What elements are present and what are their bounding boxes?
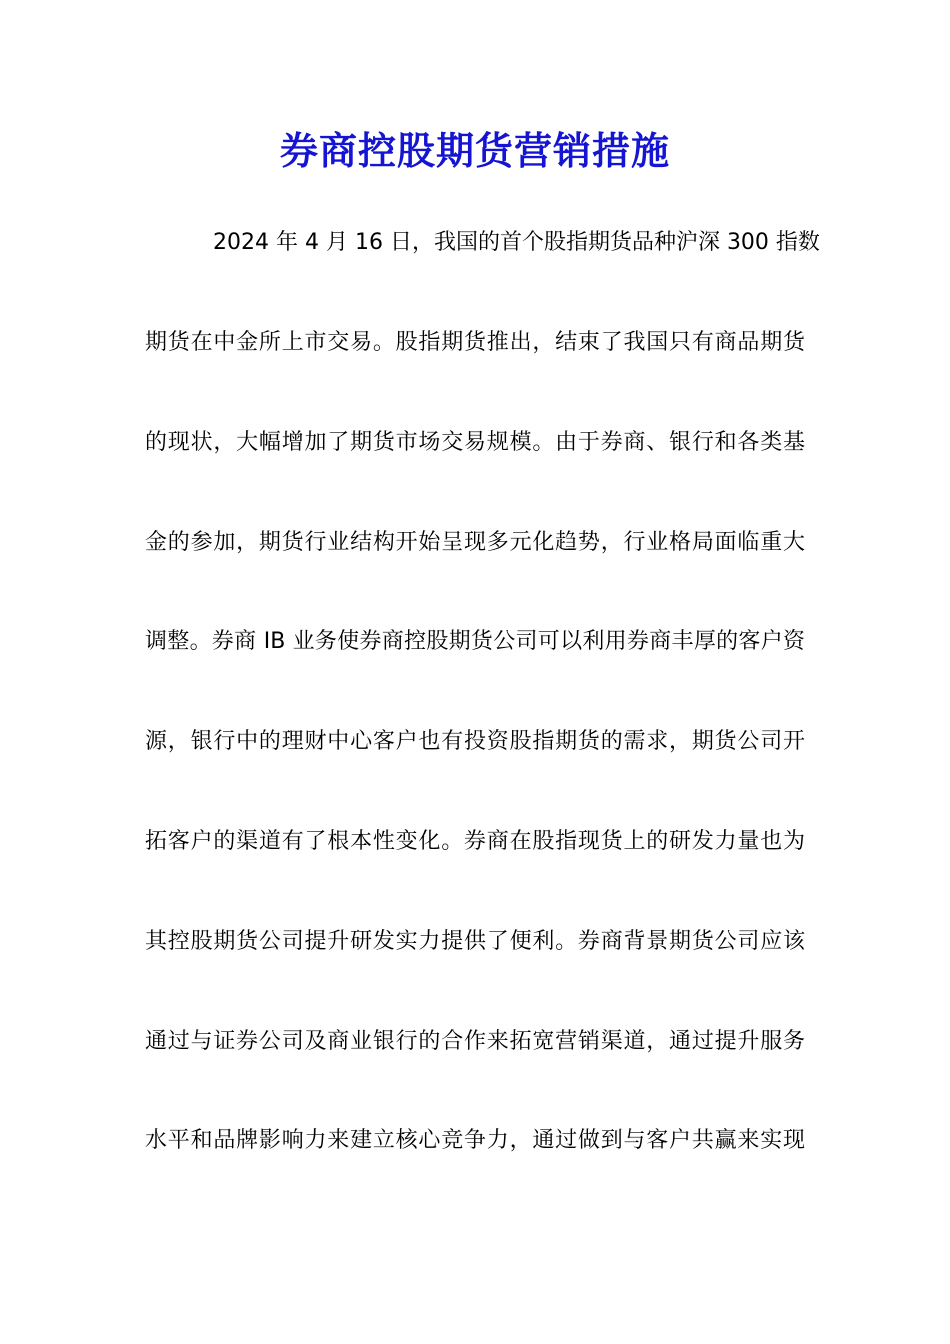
paragraph-line: 金的参加，期货行业结构开始呈现多元化趋势，行业格局面临重大 — [145, 530, 805, 555]
paragraph-line: 调整。券商 IB 业务使券商控股期货公司可以利用券商丰厚的客户资 — [145, 629, 805, 654]
paragraph-line: 的现状，大幅增加了期货市场交易规模。由于券商、银行和各类基 — [145, 430, 805, 455]
paragraph-line: 2024 年 4 月 16 日，我国的首个股指期货品种沪深 300 指数 — [213, 230, 820, 255]
paragraph-line: 通过与证券公司及商业银行的合作来拓宽营销渠道，通过提升服务 — [145, 1029, 805, 1054]
paragraph-line: 期货在中金所上市交易。股指期货推出，结束了我国只有商品期货 — [145, 330, 805, 355]
page-title: 券商控股期货营销措施 — [279, 128, 670, 173]
paragraph-line: 源，银行中的理财中心客户也有投资股指期货的需求，期货公司开 — [145, 729, 805, 754]
paragraph-line: 水平和品牌影响力来建立核心竞争力，通过做到与客户共赢来实现 — [145, 1128, 805, 1153]
paragraph-line: 拓客户的渠道有了根本性变化。券商在股指现货上的研发力量也为 — [145, 829, 805, 854]
paragraph-line: 其控股期货公司提升研发实力提供了便利。券商背景期货公司应该 — [145, 929, 805, 954]
